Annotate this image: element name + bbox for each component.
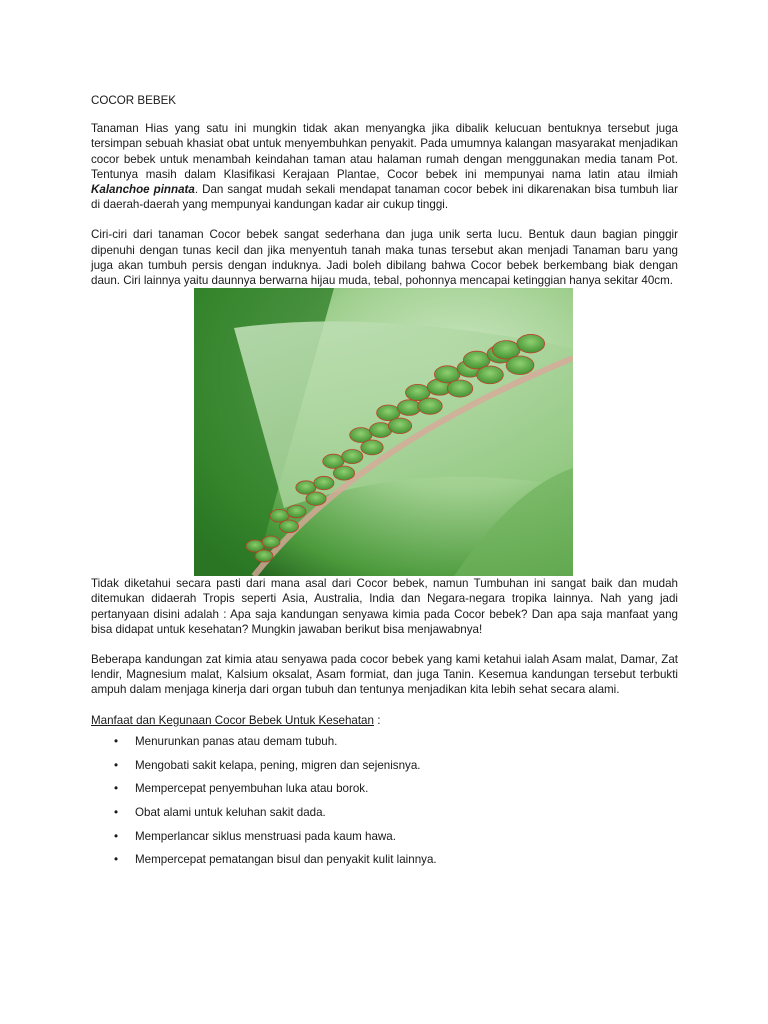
list-item-text: Menurunkan panas atau demam tubuh. — [135, 734, 338, 748]
bullet-icon: • — [114, 805, 119, 819]
plantlet-leaf — [388, 418, 411, 434]
compounds-paragraph: Beberapa kandungan zat kimia atau senyawa pada cocor bebek yang kami ketahui ialah Asam malat, Damar, Zat lendir, Magnesium malat, Kalsium oksalat, Asam formiat, dan juga Tanin. Kesemua kandungan tersebut terbukti ampuh dalam menjaga kinerja dari organ tubuh dan tentunya menjadikan kita lebih sehat secara alami. — [91, 653, 678, 697]
bullet-icon: • — [114, 782, 119, 796]
list-item — [91, 758, 678, 782]
plantlet-leaf — [361, 440, 383, 455]
plantlet-leaf — [255, 550, 273, 562]
plantlet-leaf — [517, 335, 545, 353]
benefits-heading-text: Manfaat dan Kegunaan Cocor Bebek Untuk Kesehatan — [91, 713, 374, 727]
characteristics-paragraph: Ciri-ciri dari tanaman Cocor bebek sangat sederhana dan juga unik serta lucu. Bentuk daun bagian pinggir dipenuhi dengan tunas kecil dan jika menyentuh tanah maka tunas tersebut akan menjadi Tanaman baru yang juga akan tumbuh persis dengan induknya. Jadi boleh dibilang bahwa Cocor bebek berkembang biak dengan daun. Ciri lainnya yaitu daunnya berwarna hijau muda, tebal, pohonnya mencapai ketinggian hanya sekitar 40cm. — [91, 228, 678, 288]
bullet-icon: • — [114, 829, 119, 843]
origin-paragraph: Tidak diketahui secara pasti dari mana asal dari Cocor bebek, namun Tumbuhan ini sangat baik dan mudah ditemukan didaerah Tropis seperti Asia, Australia, India dan Negara-negara tropika lainnya. Nah yang jadi pertanyaan disini adalah : Apa saja kandungan senyawa kimia pada Cocor bebek? Dan apa saja manfaat yang bisa didapat untuk kesehatan? Mungkin jawaban berikut bisa menjawabnya! — [91, 577, 678, 636]
list-item-text: Obat alami untuk keluhan sakit dada. — [135, 805, 326, 819]
latin-name: Kalanchoe pinnata — [91, 183, 195, 197]
document-body — [91, 93, 678, 876]
plantlet-leaf — [306, 492, 326, 505]
list-item — [91, 852, 678, 876]
list-item-text: Mempercepat pematangan bisul dan penyakit kulit lainnya. — [135, 853, 437, 867]
bullet-icon: • — [114, 758, 119, 772]
plantlet-leaf — [262, 536, 280, 548]
plantlet-leaf — [333, 466, 354, 480]
figure-container — [91, 288, 678, 576]
intro-paragraph — [91, 121, 678, 212]
plantlet-leaf — [397, 400, 420, 416]
plantlet-leaf — [279, 520, 298, 533]
plantlet-leaf — [506, 356, 534, 374]
list-item-text: Mengobati sakit kelapa, pening, migren dan sejenisnya. — [135, 758, 421, 772]
list-item — [91, 829, 678, 853]
list-item — [91, 781, 678, 805]
benefits-heading-colon: : — [373, 713, 381, 727]
benefits-heading — [91, 713, 678, 728]
list-item-text: Memperlancar siklus menstruasi pada kaum hawa. — [135, 829, 396, 843]
bullet-icon: • — [114, 734, 119, 748]
list-item-text: Mempercepat penyembuhan luka atau borok. — [135, 782, 369, 796]
list-item — [91, 805, 678, 829]
benefits-list — [91, 734, 678, 876]
kalanchoe-leaf-photo — [194, 288, 573, 576]
plantlet-leaf — [287, 505, 306, 518]
list-item — [91, 734, 678, 758]
plantlet-leaf — [314, 477, 334, 490]
plantlet-leaf — [447, 380, 473, 397]
plantlet-leaf — [418, 398, 442, 414]
intro-text-end: . Dan sangat mudah sekali mendapat tanaman cocor bebek ini dikarenakan bisa tumbuh liar di daerah-daerah yang mempunyai kandungan kadar air cukup tinggi. — [91, 183, 678, 212]
bullet-icon: • — [114, 853, 119, 867]
plantlet-leaf — [342, 450, 363, 464]
plantlet-leaf — [477, 366, 504, 384]
document-title: COCOR BEBEK — [91, 94, 177, 107]
intro-text-start: Tanaman Hias yang satu ini mungkin tidak akan menyangka jika dibalik kelucuan bentuknya tersebut juga tersimpan sebuah khasiat obat untuk menyembuhkan penyakit. Pada umumnya kalangan masyarakat menjadikan cocor bebek untuk menambah keindahan taman atau halaman rumah dengan menggunakan media tanam Pot. Tentunya masih dalam Klasifikasi Kerajaan Plantae, Cocor bebek ini mempunyai nama latin atau ilmiah — [91, 122, 678, 181]
